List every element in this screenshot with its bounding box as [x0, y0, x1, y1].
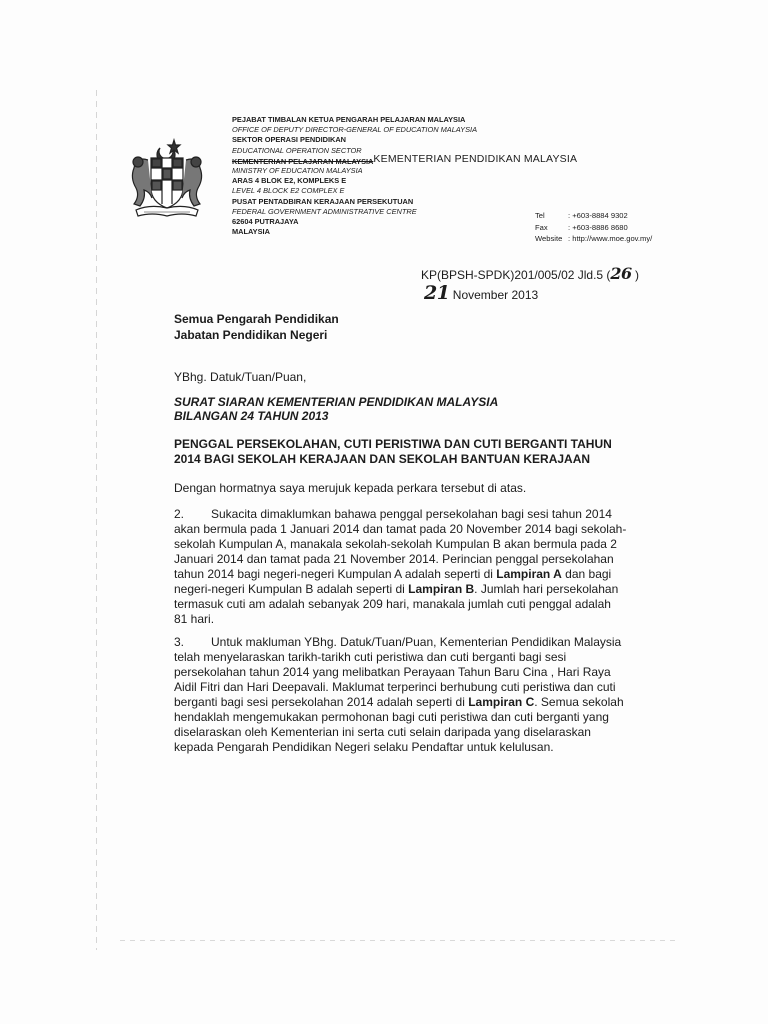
addressee: [174, 311, 339, 343]
paragraph-line: [174, 567, 624, 582]
reference-number: [421, 264, 639, 283]
letterhead-office-ms: PEJABAT TIMBALAN KETUA PENGARAH PELAJARAN MALAYSIA: [232, 115, 466, 124]
letterhead-office-en: OFFICE OF DEPUTY DIRECTOR-GENERAL OF EDUCATION MALAYSIA: [232, 125, 478, 135]
letterhead-country: MALAYSIA: [232, 227, 270, 237]
scan-edge-bottom: [120, 940, 680, 941]
paragraph-text: telah menyelaraskan tarikh-tarikh cuti peristiwa dan cuti berganti bagi sesi: [174, 650, 567, 664]
paragraph-text: negeri-negeri Kumpulan B adalah seperti di: [174, 582, 409, 596]
date-month-year: November 2013: [449, 288, 539, 302]
contact-fax: [535, 222, 652, 234]
paragraph-text: berganti bagi sesi persekolahan 2014 adalah seperti di: [174, 695, 469, 709]
addressee-line-2: Jabatan Pendidikan Negeri: [174, 328, 328, 342]
appendix-reference: Lampiran B: [408, 582, 475, 596]
intro-sentence: Dengan hormatnya saya merujuk kepada perkara tersebut di atas.: [174, 481, 527, 495]
letterhead-ministry-line: [232, 152, 672, 166]
paragraph-line: [174, 552, 624, 567]
paragraph-line: [174, 665, 624, 680]
reference-prefix: KP(BPSH-SPDK)201/005/02 Jld.5 (: [421, 268, 611, 282]
circular-title-line-2: BILANGAN 24 TAHUN 2013: [174, 409, 329, 423]
paragraph-text: Sukacita dimaklumkan bahawa penggal persekolahan bagi sesi tahun 2014: [211, 507, 612, 521]
paragraph-2: [174, 507, 627, 627]
paragraph-line: [174, 680, 624, 695]
paragraph-text: Januari 2014 dan tamat pada 21 November 2014. Perincian penggal persekolahan: [174, 552, 614, 566]
circular-title-line-1: SURAT SIARAN KEMENTERIAN PENDIDIKAN MALAYSIA: [174, 395, 499, 409]
paragraph-text: 81 hari.: [174, 612, 215, 626]
paragraph-line: [174, 725, 624, 740]
paragraph-3: [174, 635, 624, 755]
paragraph-text: Untuk makluman YBhg. Datuk/Tuan/Puan, Kementerian Pendidikan Malaysia: [211, 635, 622, 649]
letterhead-old-ministry-struck: KEMENTERIAN PELAJARAN MALAYSIA: [232, 156, 374, 166]
subject-line-1: PENGGAL PERSEKOLAHAN, CUTI PERISTIWA DAN CUTI BERGANTI TAHUN: [174, 437, 612, 451]
addressee-line-1: Semua Pengarah Pendidikan: [174, 312, 339, 326]
contact-website: [535, 233, 652, 245]
paragraph-text: . Semua sekolah: [534, 695, 624, 709]
paragraph-line: [174, 582, 624, 597]
paragraph-line: [174, 537, 624, 552]
contact-block: [535, 210, 652, 245]
appendix-reference: Lampiran C: [468, 695, 535, 709]
paragraph-text: persekolahan tahun 2014 yang melibatkan Perayaan Tahun Baru Cina , Hari Raya: [174, 665, 611, 679]
letterhead-level-en: LEVEL 4 BLOCK E2 COMPLEX E: [232, 186, 345, 196]
paragraph-number: 3.: [174, 635, 185, 649]
paragraph-text: sekolah Kumpulan A, manakala sekolah-sekolah Kumpulan B akan bermula pada 2: [174, 537, 617, 551]
contact-fax-label: Fax: [535, 222, 548, 232]
paragraph-line: [174, 597, 624, 612]
paragraph-text: . Jumlah hari persekolahan: [474, 582, 619, 596]
paragraph-text: Aidil Fitri dan Hari Deepavali. Maklumat terperinci berhubung cuti peristiwa dan cuti: [174, 680, 616, 694]
contact-tel-value: : +603-8884 9302: [568, 211, 628, 220]
malaysia-coat-of-arms-icon: [118, 138, 216, 220]
letterhead-new-ministry-stamp: KEMENTERIAN PENDIDIKAN MALAYSIA: [373, 152, 578, 165]
contact-website-label: Website: [535, 234, 563, 243]
reference-suffix: ): [631, 268, 640, 282]
paragraph-line: [174, 522, 627, 537]
contact-tel: [535, 210, 652, 222]
paragraph-text: akan bermula pada 1 Januari 2014 dan tamat pada 20 November 2014 bagi sekolah-: [174, 522, 627, 536]
date-handwritten-day: 21: [424, 282, 450, 304]
paragraph-text: dan bagi: [561, 567, 612, 581]
paragraph-line: [174, 650, 624, 665]
reference-handwritten-number: 26: [610, 264, 632, 283]
appendix-reference: Lampiran A: [496, 567, 562, 581]
salutation: YBhg. Datuk/Tuan/Puan,: [174, 370, 307, 384]
paragraph-line: [174, 695, 624, 710]
paragraph-line: [174, 635, 624, 650]
subject-heading: [174, 437, 612, 467]
letterhead-postcode: 62604 PUTRAJAYA: [232, 216, 299, 226]
letterhead-sector-ms: SEKTOR OPERASI PENDIDIKAN: [232, 135, 347, 145]
contact-tel-label: Tel: [535, 211, 545, 220]
scan-edge-left: [96, 90, 97, 950]
letterhead-sector-en: EDUCATIONAL OPERATION SECTOR: [232, 145, 362, 155]
paragraph-text: kepada Pengarah Pendidikan Negeri selaku Pendaftar untuk kelulusan.: [174, 740, 554, 754]
paragraph-text: tahun 2014 bagi negeri-negeri Kumpulan A adalah seperti di: [174, 567, 497, 581]
letterhead-ministry-en: MINISTRY OF EDUCATION MALAYSIA: [232, 165, 363, 175]
paragraph-text: hendaklah mengemukakan permohonan bagi cuti peristiwa dan cuti berganti yang: [174, 710, 609, 724]
paragraph-line: [174, 710, 624, 725]
paragraph-line: [174, 612, 624, 627]
letter-date: [424, 282, 538, 304]
paragraph-text: diselaraskan oleh Kementerian ini serta cuti selain daripada yang diselaraskan: [174, 725, 591, 739]
letterhead-centre-ms: PUSAT PENTADBIRAN KERAJAAN PERSEKUTUAN: [232, 196, 414, 206]
circular-title: [174, 395, 498, 423]
paragraph-line: [174, 740, 624, 755]
paragraph-line: [174, 507, 624, 522]
paragraph-text: termasuk cuti am adalah sebanyak 209 hari, manakala jumlah cuti penggal adalah: [174, 597, 611, 611]
letterhead-centre-en: FEDERAL GOVERNMENT ADMINISTRATIVE CENTRE: [232, 206, 417, 216]
subject-line-2: 2014 BAGI SEKOLAH KERAJAAN DAN SEKOLAH BANTUAN KERAJAAN: [174, 452, 591, 466]
paragraph-number: 2.: [174, 507, 185, 521]
letterhead-level-ms: ARAS 4 BLOK E2, KOMPLEKS E: [232, 176, 347, 186]
contact-website-link[interactable]: : http://www.moe.gov.my/: [568, 234, 653, 243]
contact-fax-value: : +603-8886 8680: [568, 222, 628, 232]
